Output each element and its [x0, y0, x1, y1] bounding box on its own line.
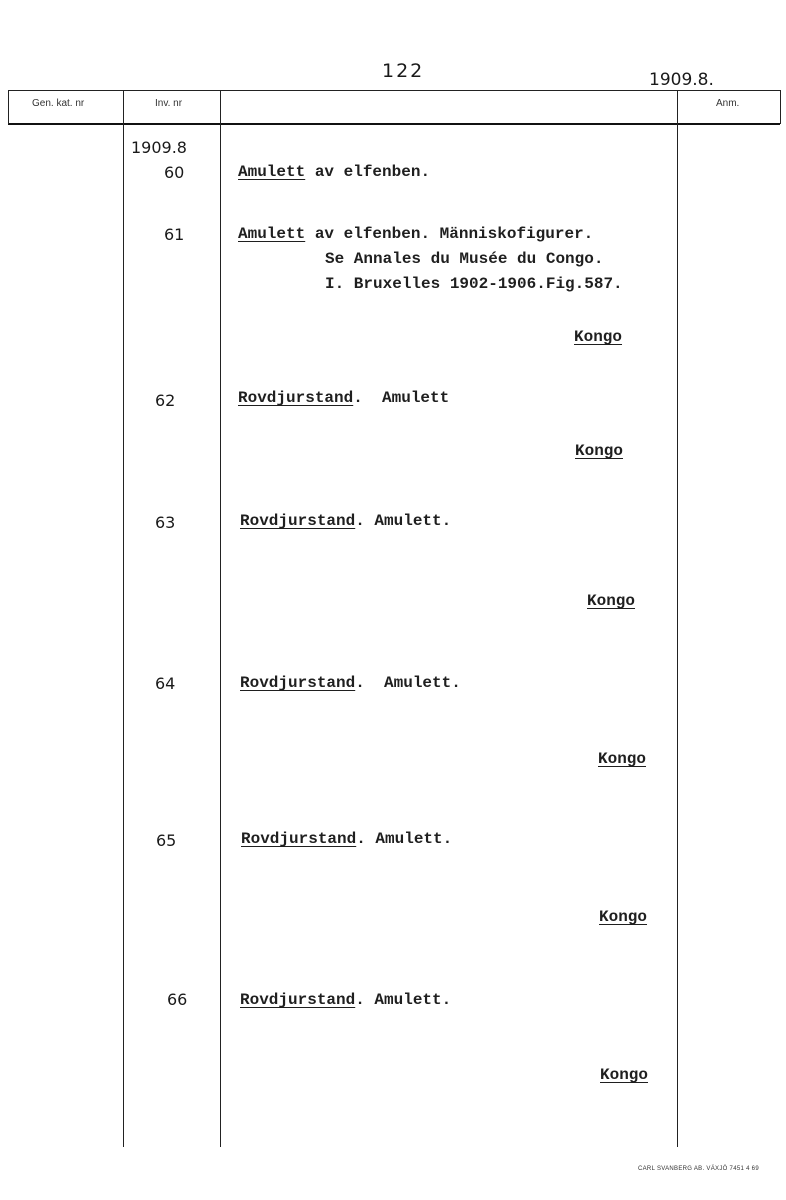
entry-description [241, 830, 452, 848]
object-name: Rovdjurstand [238, 389, 354, 407]
object-name: Rovdjurstand [240, 674, 356, 692]
object-detail: . Amulett. [355, 991, 452, 1009]
column-divider-right-edge [780, 90, 781, 124]
column-header-gen-kat: Gen. kat. nr [32, 98, 85, 109]
object-detail: . Amulett. [356, 830, 453, 848]
region-label: Kongo [574, 328, 623, 346]
entry-description [240, 512, 451, 530]
entry-description [240, 674, 461, 692]
region-label: Kongo [575, 442, 624, 460]
inv-number: 66 [167, 990, 188, 1009]
inv-number: 64 [155, 674, 176, 693]
accession-marker: 1909.8 [131, 138, 187, 157]
object-detail: . Amulett. [355, 512, 452, 530]
column-divider-inv-desc [220, 90, 221, 1147]
column-divider-gen-inv [123, 90, 124, 1147]
accession-header: 1909.8. [649, 70, 714, 90]
object-name: Amulett [238, 225, 306, 243]
column-header-inv: Inv. nr [155, 98, 183, 109]
region-label: Kongo [600, 1066, 649, 1084]
inv-number: 63 [155, 513, 176, 532]
inv-number: 62 [155, 391, 176, 410]
inv-number: 65 [156, 831, 177, 850]
object-detail: . Amulett [353, 389, 450, 407]
object-detail: . Amulett. [355, 674, 461, 692]
object-detail: av elfenben. Människofigurer. [305, 225, 594, 243]
entry-description [238, 389, 449, 407]
region-label: Kongo [599, 908, 648, 926]
entry-description [238, 163, 430, 181]
column-divider-left-edge [8, 90, 9, 124]
page-number: 122 [382, 60, 425, 82]
object-detail: av elfenben. [305, 163, 431, 181]
region-label: Kongo [598, 750, 647, 768]
column-header-anm: Anm. [716, 98, 740, 109]
entry-description [240, 991, 451, 1009]
entry-reference-line: Se Annales du Musée du Congo. [325, 250, 604, 268]
object-name: Amulett [238, 163, 306, 181]
entry-description [238, 225, 593, 243]
inv-number: 60 [164, 163, 185, 182]
object-name: Rovdjurstand [240, 512, 356, 530]
inv-number: 61 [164, 225, 185, 244]
object-name: Rovdjurstand [240, 991, 356, 1009]
entry-reference-line: I. Bruxelles 1902-1906.Fig.587. [325, 275, 623, 293]
object-name: Rovdjurstand [241, 830, 357, 848]
printer-imprint: CARL SVANBERG AB. VÄXJÖ 7451 4 69 [638, 1166, 759, 1172]
column-divider-desc-anm [677, 90, 678, 1147]
region-label: Kongo [587, 592, 636, 610]
